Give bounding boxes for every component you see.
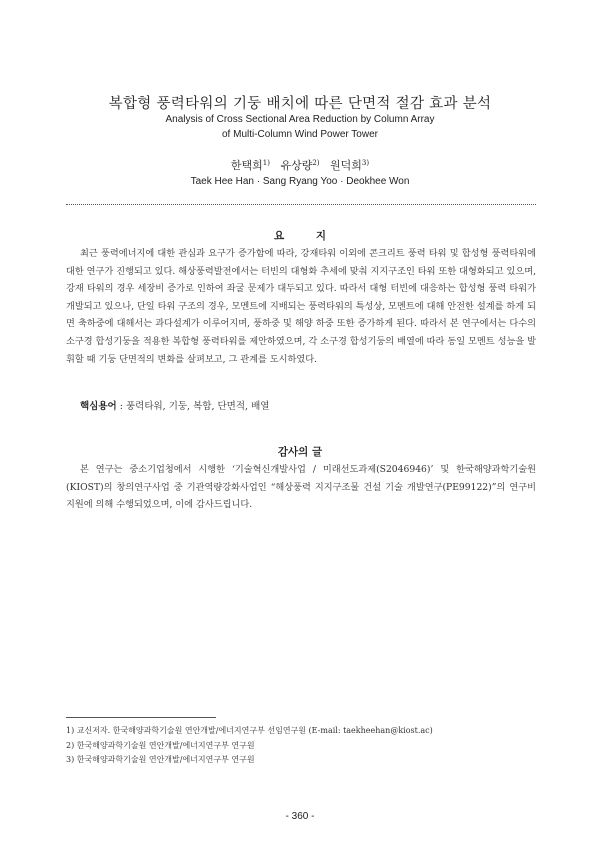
author-2: 유상량$^{2)}$ (280, 159, 320, 172)
abstract-heading: 요 지 (274, 230, 340, 242)
footnote-1: 1) 교신저자. 한국해양과학기술원 연안개발/에너지연구부 선임연구원 (E-mail: taekheehan@kiost.ac) (66, 726, 433, 735)
author-1-affiliation-mark: 1) (262, 159, 270, 167)
author-3-affiliation-mark: 3) (361, 159, 370, 167)
footnotes (66, 724, 546, 768)
author-2-affiliation-mark: 2) (312, 159, 320, 167)
footnote-2: 2) 한국해양과학기술원 연안개발/에너지연구부 연구원 (66, 740, 255, 750)
title-en-line1: Analysis of Cross Sectional Area Reduction by Column Array (165, 114, 435, 125)
authors-korean (0, 157, 600, 173)
title-en-line2: of Multi-Column Wind Power Tower (222, 129, 378, 140)
header-divider (66, 204, 536, 205)
paper-title-english (0, 112, 600, 142)
footnote-3: 3) 한국해양과학기술원 연안개발/에너지연구부 연구원 (66, 755, 255, 764)
paper-title-korean: 복합형 풍력타워의 기둥 배치에 따른 단면적 절감 효과 분석 (108, 96, 492, 112)
acknowledgement-body: 본 연구는 중소기업청에서 시행한 ‘기술혁신개발사업 / 미래선도과제(S2046946)’ 및 한국해양과학기술원(KIOST)의 창의연구사업 중 기관역량강화사업인 “해상풍력 지지구조물 건설 기술 개발연구(PE99122)”의 연구비 지원에 의해 수행되었으며, 이에 감사드립니다. (66, 464, 536, 511)
keywords-text: : 풍력타워, 기둥, 복합, 단면적, 배열 (116, 401, 270, 412)
authors-english: Taek Hee Han · Sang Ryang Yoo · Deokhee Won (190, 176, 410, 187)
keywords (80, 398, 269, 412)
acknowledgement-heading: 감사의 글 (277, 446, 323, 458)
keywords-label: 핵심용어 (80, 401, 117, 412)
author-3: 원덕희$^{3)}$ (330, 159, 370, 172)
abstract-body: 최근 풍력에너지에 대한 관심과 요구가 증가함에 따라, 강재타워 이외에 콘크리트 풍력 타워 및 합성형 풍력타워에 대한 연구가 진행되고 있다. 해상풍력발전에서는 터빈의 대형화 추세에 맞춰 지지구조인 타워 또한 대형화되고 있으며, 강재 타워의 경우 세장비 증가로 인하여 좌굴 문제가 대두되고 있다. 따라서 대형 터빈에 대응하는 합성형 풍력 타워가 개발되고 있으나, 단일 타워 구조의 경우, 모멘트에 지배되는 풍력타워의 특성상, 모멘트에 대해 안전한 설계를 하게 되면 축하중에 대해서는 과다설계가 이루어지며, 풍하중 및 해양 하중 또한 증가하게 된다. 따라서 본 연구에서는 다수의 소구경 합성기둥을 적용한 복합형 풍력타워를 제안하였으며, 각 소구경 합성기둥의 배열에 따라 동일 모멘트 성능을 발휘할 때 기둥 단면적의 변화를 살펴보고, 그 관계를 도시하였다. (66, 248, 536, 365)
footnote-rule (66, 717, 216, 718)
page-number: - 360 - (285, 811, 315, 822)
author-1: 한택희$^{1)}$ (230, 159, 270, 172)
